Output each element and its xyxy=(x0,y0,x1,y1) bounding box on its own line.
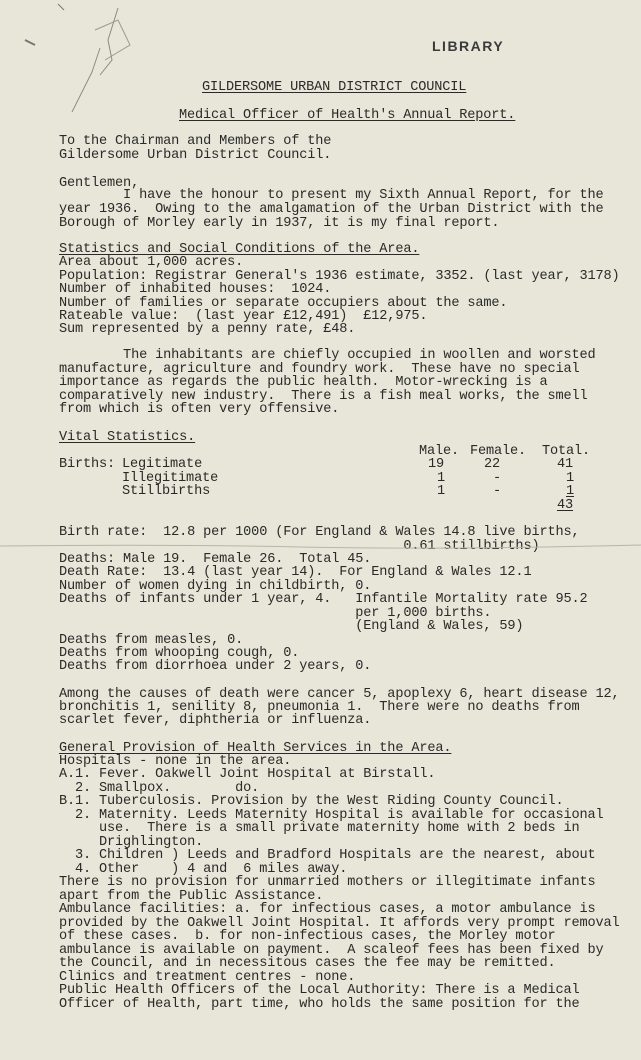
birth-rate-line: Birth rate: 12.8 per 1000 (For England & Wales 14.8 live births, xyxy=(59,525,580,540)
births-row-label: Legitimate xyxy=(122,457,203,472)
provision-line: There is no provision for unmarried mothers or illegitimate infants xyxy=(59,875,596,890)
provision-line: ambulance is available on payment. A scaleof fees has been fixed by xyxy=(59,943,604,958)
provision-line: 2. Maternity. Leeds Maternity Hospital is available for occasional xyxy=(59,808,604,823)
births-row-label: Stillbirths xyxy=(122,484,211,499)
provision-line: Public Health Officers of the Local Authority: There is a Medical xyxy=(59,983,580,998)
stats-line: Rateable value: (last year £12,491) £12,975. xyxy=(59,309,428,324)
births-header-total: Total. xyxy=(542,444,591,459)
births-cell: 1 xyxy=(437,471,446,486)
births-header-male: Male. xyxy=(419,444,460,459)
stats-line: Number of inhabited houses: 1024. xyxy=(59,282,332,297)
provision-line: Officer of Health, part time, who holds the same position for the xyxy=(59,997,580,1012)
provision-line: Clinics and treatment centres - none. xyxy=(59,970,356,985)
causes-line: bronchitis 1, senility 8, pneumonia 1. There were no deaths from xyxy=(59,700,580,715)
provision-line: apart from the Public Assistance. xyxy=(59,889,324,904)
provision-line: 4. Other ) 4 and 6 miles away. xyxy=(59,862,348,877)
births-cell: 1 xyxy=(566,471,575,486)
vital-heading: Vital Statistics. xyxy=(59,430,196,445)
deaths-from-line: Deaths from whooping cough, 0. xyxy=(59,646,300,661)
salutation: Gentlemen, xyxy=(59,176,140,191)
industry-line: manufacture, agriculture and foundry work. These have no special xyxy=(59,362,580,377)
stats-line: Population: Registrar General's 1936 estimate, 3352. (last year, 3178) xyxy=(59,269,620,284)
deaths-line: (England & Wales, 59) xyxy=(59,619,524,634)
provision-line: 3. Children ) Leeds and Bradford Hospitals are the nearest, about xyxy=(59,848,596,863)
scan-mark xyxy=(0,542,641,550)
stats-heading: Statistics and Social Conditions of the Area. xyxy=(59,242,420,257)
industry-line: from which is often very offensive. xyxy=(59,402,340,417)
provision-line: Ambulance facilities: a. for infectious cases, a motor ambulance is xyxy=(59,902,596,917)
deaths-from-line: Deaths from measles, 0. xyxy=(59,633,244,648)
report-subtitle: Medical Officer of Health's Annual Report. xyxy=(179,108,516,123)
births-grand-total: 43 xyxy=(557,498,574,513)
intro-line: Borough of Morley early in 1937, it is my final report. xyxy=(59,216,500,231)
provision-line: 2. Smallpox. do. xyxy=(59,781,260,796)
address-line: To the Chairman and Members of the xyxy=(59,134,332,149)
deaths-line: per 1,000 births. xyxy=(59,606,492,621)
provision-heading: General Provision of Health Services in the Area. xyxy=(59,741,452,756)
births-cell: 22 xyxy=(484,457,501,472)
provision-line: B.1. Tuberculosis. Provision by the West Riding County Council. xyxy=(59,794,564,809)
provision-line: Drighlington. xyxy=(59,835,204,850)
industry-line: comparatively new industry. There is a fish meal works, the smell xyxy=(59,389,588,404)
intro-line: I have the honour to present my Sixth Annual Report, for the xyxy=(59,188,604,203)
births-cell: - xyxy=(493,471,502,486)
provision-line: A.1. Fever. Oakwell Joint Hospital at Birstall. xyxy=(59,767,436,782)
provision-line: Hospitals - none in the area. xyxy=(59,754,292,769)
causes-line: scarlet fever, diphtheria or influenza. xyxy=(59,713,372,728)
deaths-line: Number of women dying in childbirth, 0. xyxy=(59,579,372,594)
address-line: Gildersome Urban District Council. xyxy=(59,148,332,163)
births-cell: 41 xyxy=(557,457,574,472)
deaths-line: Deaths: Male 19. Female 26. Total 45. xyxy=(59,552,372,567)
births-cell: 1 xyxy=(566,484,575,499)
intro-line: year 1936. Owing to the amalgamation of the Urban District with the xyxy=(59,202,604,217)
deaths-from-line: Deaths from diorrhoea under 2 years, 0. xyxy=(59,659,372,674)
provision-line: provided by the Oakwell Joint Hospital. It affords very prompt removal xyxy=(59,916,620,931)
stats-line: Sum represented by a penny rate, £48. xyxy=(59,322,356,337)
births-row-label: Illegitimate xyxy=(122,471,219,486)
industry-line: The inhabitants are chiefly occupied in woollen and worsted xyxy=(59,348,596,363)
birth-rate-line: 0.61 stillbirths) xyxy=(59,539,540,554)
provision-line: the Council, and in necessitous cases the fee may be remitted. xyxy=(59,956,556,971)
births-row-label: Births: xyxy=(59,457,116,472)
deaths-line: Deaths of infants under 1 year, 4. Infantile Mortality rate 95.2 xyxy=(59,592,588,607)
library-stamp: LIBRARY xyxy=(432,38,505,54)
births-cell: - xyxy=(493,484,502,499)
report-title: GILDERSOME URBAN DISTRICT COUNCIL xyxy=(202,80,467,95)
births-header-female: Female. xyxy=(470,444,527,459)
provision-line: of these cases. b. for non-infectious cases, the Morley motor xyxy=(59,929,556,944)
births-cell: 19 xyxy=(428,457,445,472)
stats-line: Number of families or separate occupiers about the same. xyxy=(59,296,508,311)
provision-line: use. There is a small private maternity home with 2 beds in xyxy=(59,821,580,836)
births-cell: 1 xyxy=(437,484,446,499)
industry-line: importance as regards the public health. Motor-wrecking is a xyxy=(59,375,548,390)
stats-line: Area about 1,000 acres. xyxy=(59,255,244,270)
causes-line: Among the causes of death were cancer 5, apoplexy 6, heart disease 12, xyxy=(59,687,620,702)
deaths-line: Death Rate: 13.4 (last year 14). For England & Wales 12.1 xyxy=(59,565,532,580)
